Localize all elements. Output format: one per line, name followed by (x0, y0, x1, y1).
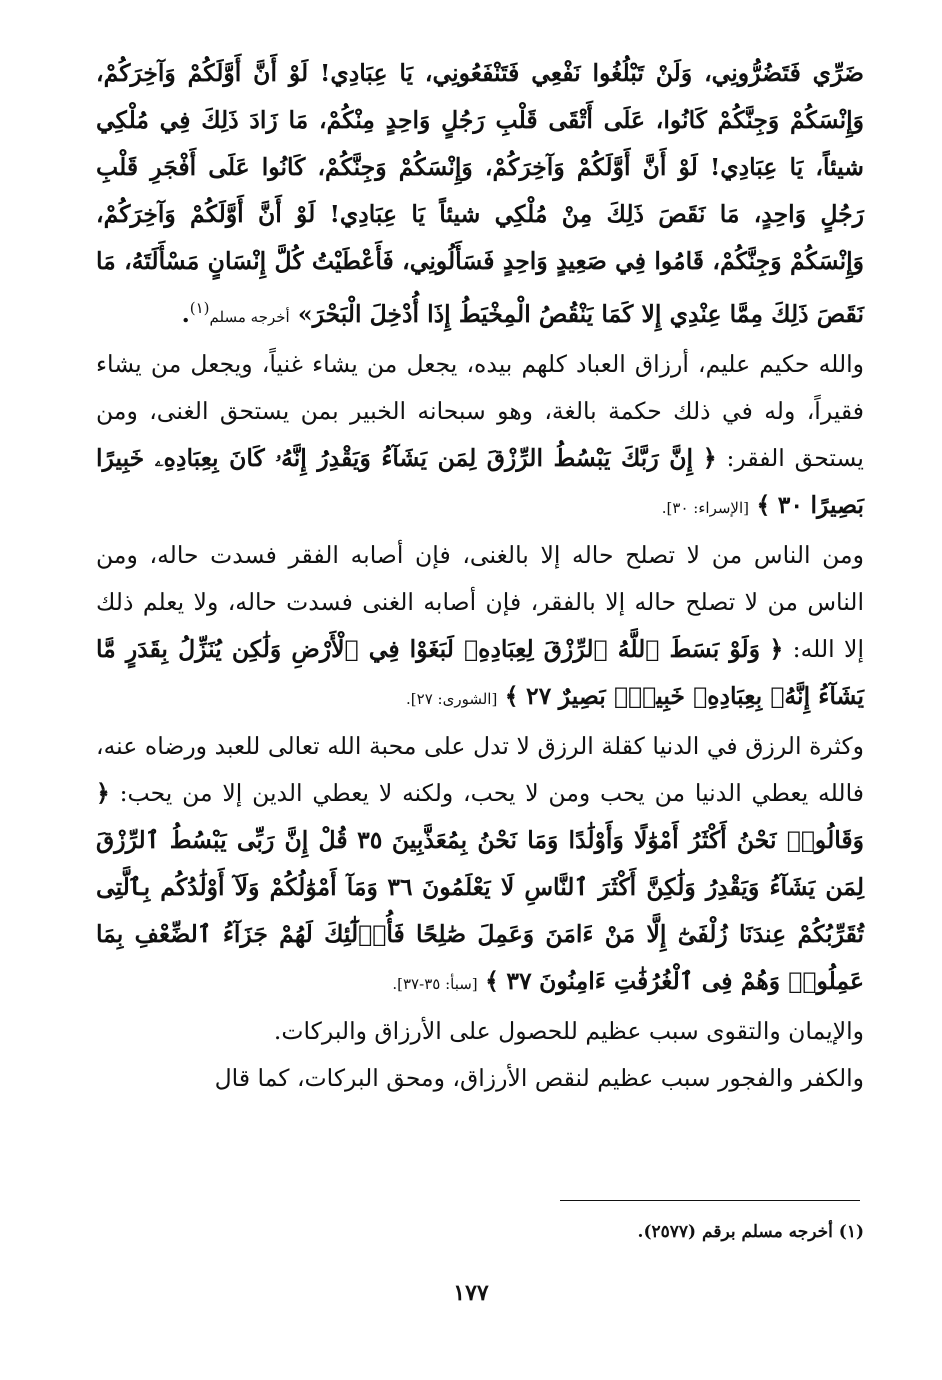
verse-reference: [الشورى: ٢٧]. (406, 689, 498, 708)
footnote-text: (١) أخرجه مسلم برقم (٢٥٧٧). (637, 1222, 864, 1242)
ayah-number-2: ٣٦ (387, 872, 413, 901)
paragraph-2 (96, 532, 864, 723)
ayah-number-1: ٣٥ (357, 825, 383, 854)
ayah-open-bracket: ﴿ (702, 443, 717, 472)
ayah-number-3: ٣٧ (506, 966, 532, 995)
paragraph-5-text: والكفر والفجور سبب عظيم لنقص الأرزاق، ومحق البركات، كما قال (214, 1063, 864, 1092)
body-text (96, 50, 864, 1102)
quran-verse-2: قُلْ إِنَّ رَبِّى يَبْسُطُ ٱلرِّزْقَ لِمَن يَشَآءُ وَيَقْدِرُ وَلَٰكِنَّ أَكْثَرَ ٱلنَّاسِ لَا يَعْلَمُونَ (96, 825, 864, 901)
ayah-open-bracket: ﴿ (96, 778, 110, 807)
hadith-source: أخرجه مسلم (209, 307, 290, 326)
ayah-open-bracket: ﴿ (769, 634, 784, 663)
quran-verse: إِنَّ رَبَّكَ يَبْسُطُ الرِّزْقَ لِمَن يَشَآءُ وَيَقْدِرُ إِنَّهُۥ كَانَ بِعِبَادِهِۦ خَبِيرًا بَصِيرًا (96, 443, 864, 519)
quran-verse-1: وَقَالُوا۟ نَحْنُ أَكْثَرُ أَمْوَٰلًا وَأَوْلَٰدًا وَمَا نَحْنُ بِمُعَذَّبِينَ (391, 825, 864, 854)
paragraph-5 (96, 1055, 864, 1102)
hadith-paragraph: ضَرِّي فَتَضُرُّونِي، وَلَنْ تَبْلُغُوا نَفْعِي فَتَنْفَعُونِي، يَا عِبَادِي! لَوْ أَنَّ أَوَّلَكُمْ وَآخِرَكُمْ، وَإِنْسَكُمْ وَجِنَّكُمْ كَانُوا، عَلَى أَتْقَى قَلْبِ رَجُلٍ وَاحِدٍ مِنْكُمْ، مَا زَادَ ذَلِكَ فِي مُلْكِي شيئاً، يَا عِبَادِي! لَوْ أَنَّ أَوَّلَكُمْ وَآخِرَكُمْ، وَإِنْسَكُمْ وَجِنَّكُمْ، كَانُوا عَلَى أَفْجَرِ قَلْبِ رَجُلٍ وَاحِدٍ، مَا نَقَصَ ذَلِكَ مِنْ مُلْكِي شيئاً يَا عِبَادِي! لَوْ أَنَّ أَوَّلَكُمْ وَآخِرَكُمْ، وَإِنْسَكُمْ وَجِنَّكُمْ، قَامُوا فِي صَعِيدٍ وَاحِدٍ فَسَأَلُونِي، فَأَعْطَيْتُ كُلَّ إِنْسَانٍ مَسْأَلَتَهُ، مَا نَقَصَ ذَلِكَ مِمَّا عِنْدِي إِلا كَمَا يَنْقُصُ الْمِخْيَطُ إِذَا أُدْخِلَ الْبَحْرَ» أخرجه مسلم$^{(١)}$. (96, 59, 864, 328)
paragraph-2-text: ومن الناس من لا تصلح حاله إلا بالغنى، فإن أصابه الفقر فسدت حاله، ومن الناس من لا تصلح حاله إلا بالفقر، فإن أصابه الغنى فسدت حاله، ولا يعلم ذلك إلا الله: (96, 540, 864, 663)
ayah-close-bracket: ﴾ (485, 966, 499, 995)
paragraph-1-text: والله حكيم عليم، أرزاق العباد كلهم بيده، يجعل من يشاء غنياً، ويجعل من يشاء فقيراً، وله في ذلك حكمة بالغة، وهو سبحانه الخبير بمن يستحق الغنى، ومن يستحق الفقر: (96, 349, 864, 472)
paragraph-3 (96, 723, 864, 1008)
footnote-marker: (١) (189, 299, 210, 317)
footnote (96, 1222, 864, 1242)
paragraph-3-text: وكثرة الرزق في الدنيا كقلة الرزق لا تدل على محبة الله تعالى للعبد ورضاه عنه، فالله يعطي الدنيا من يحب ومن لا يحب، ولكنه لا يعطي الدين إلا من يحب: (96, 731, 864, 807)
ayah-number: ٢٧ (526, 681, 552, 710)
paragraph-4-text: والإيمان والتقوى سبب عظيم للحصول على الأرزاق والبركات. (273, 1016, 864, 1045)
hadith-text: ضَرِّي فَتَضُرُّونِي، وَلَنْ تَبْلُغُوا نَفْعِي فَتَنْفَعُونِي، يَا عِبَادِي! لَوْ أَنَّ أَوَّلَكُمْ وَآخِرَكُمْ، وَإِنْسَكُمْ وَجِنَّكُمْ كَانُوا، عَلَى أَتْقَى قَلْبِ رَجُلٍ وَاحِدٍ مِنْكُمْ، مَا زَادَ ذَلِكَ فِي مُلْكِي شيئاً، يَا عِبَادِي! لَوْ أَنَّ أَوَّلَكُمْ وَآخِرَكُمْ، وَإِنْسَكُمْ وَجِنَّكُمْ، كَانُوا عَلَى أَفْجَرِ قَلْبِ رَجُلٍ وَاحِدٍ، مَا نَقَصَ ذَلِكَ مِنْ مُلْكِي شيئاً يَا عِبَادِي! لَوْ أَنَّ أَوَّلَكُمْ وَآخِرَكُمْ، وَإِنْسَكُمْ وَجِنَّكُمْ، قَامُوا فِي صَعِيدٍ وَاحِدٍ فَسَأَلُونِي، فَأَعْطَيْتُ كُلَّ إِنْسَانٍ مَسْأَلَتَهُ، مَا نَقَصَ ذَلِكَ مِمَّا عِنْدِي إِلا كَمَا يَنْقُصُ الْمِخْيَطُ إِذَا أُدْخِلَ الْبَحْرَ» (96, 59, 864, 328)
verse-reference: [سبأ: ٣٥-٣٧]. (392, 974, 478, 993)
paragraph-4 (96, 1008, 864, 1055)
ayah-number: ٣٠ (777, 490, 803, 519)
ayah-close-bracket: ﴾ (504, 681, 519, 710)
page-number: ١٧٧ (453, 1280, 489, 1306)
paragraph-1 (96, 341, 864, 532)
footnote-divider (560, 1200, 860, 1201)
quran-verse: وَلَوْ بَسَطَ ٱللَّهُ ٱلرِّزْقَ لِعِبَادِهِۦ لَبَغَوْا فِي ٱلْأَرْضِ وَلَٰكِن يُنَزِّلُ بِقَدَرٍ مَّا يَشَآءُ إِنَّهُۥ بِعِبَادِهِۦ خَبِيرٌۢ بَصِيرٌ (96, 634, 864, 710)
quran-verse-3: وَمَآ أَمْوَٰلُكُمْ وَلَآ أَوْلَٰدُكُم بِٱلَّتِى تُقَرِّبُكُمْ عِندَنَا زُلْفَىٰٓ إِلَّا مَنْ ءَامَنَ وَعَمِلَ صَٰلِحًا فَأُو۟لَٰٓئِكَ لَهُمْ جَزَآءُ ٱلضِّعْفِ بِمَا عَمِلُوا۟ وَهُمْ فِى ٱلْغُرُفَٰتِ ءَامِنُونَ (96, 872, 864, 995)
ayah-close-bracket: ﴾ (756, 490, 771, 519)
verse-reference: [الإسراء: ٣٠]. (661, 498, 749, 517)
